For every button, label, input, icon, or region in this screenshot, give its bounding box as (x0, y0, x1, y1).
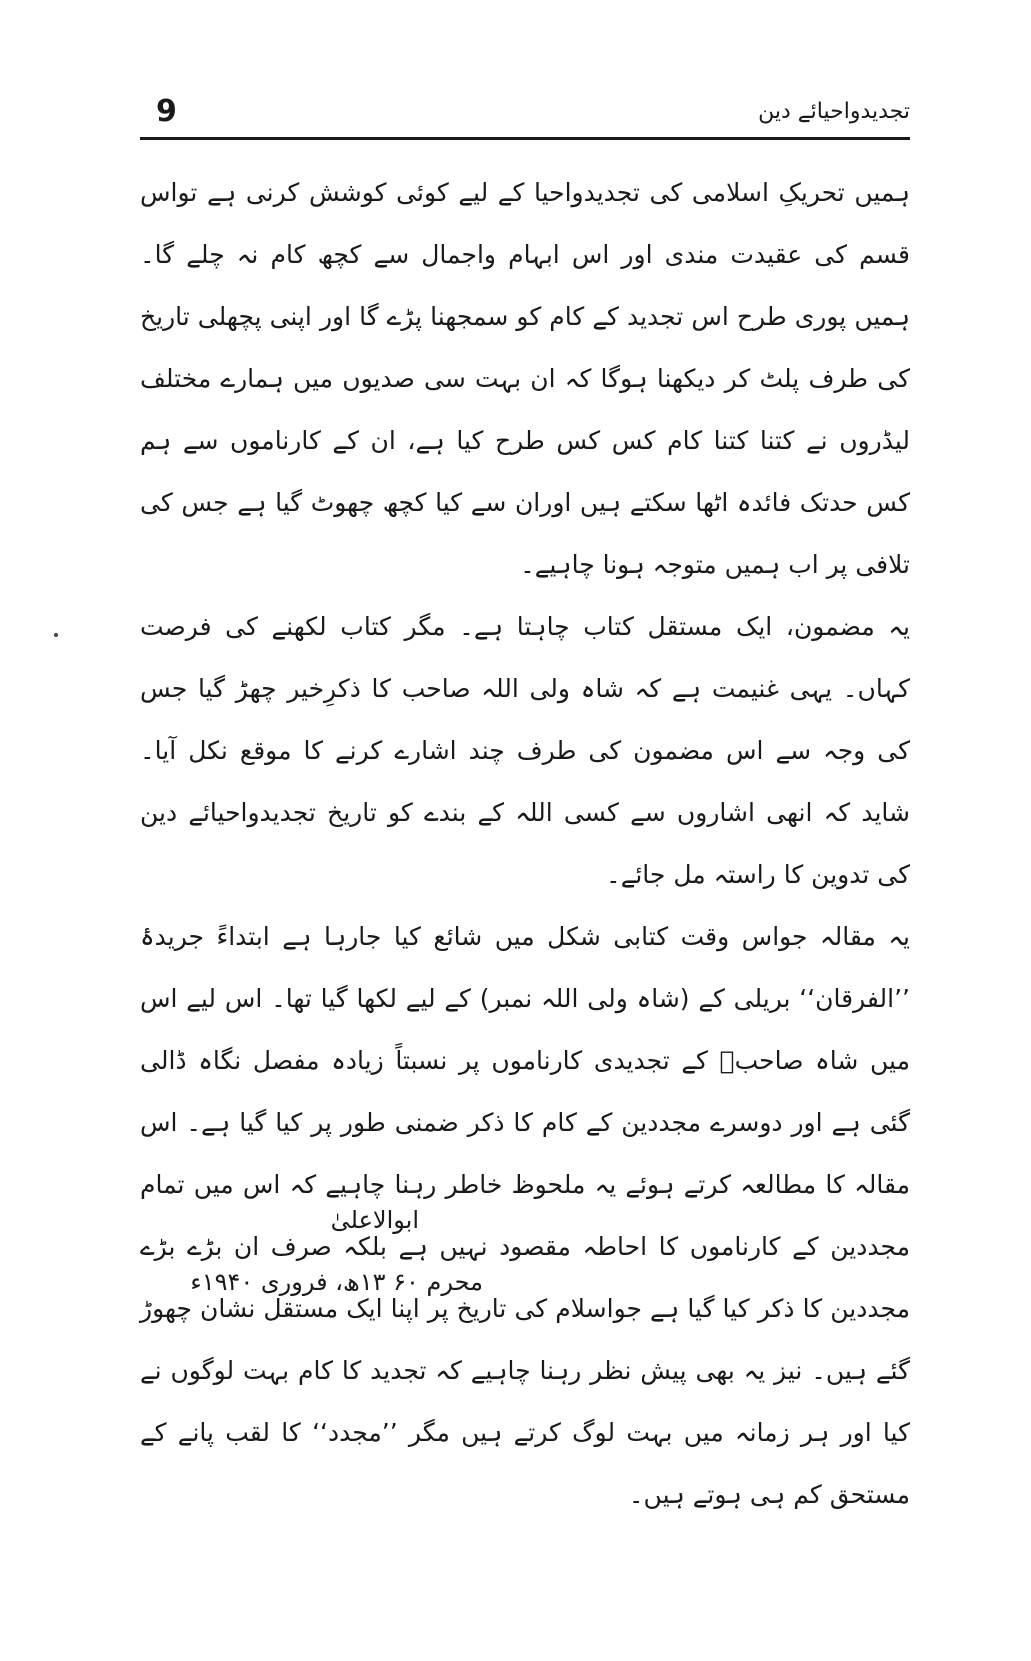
margin-speck (54, 633, 58, 637)
paragraph: یہ مضمون، ایک مستقل کتاب چاہتا ہے۔ مگر کتاب لکھنے کی فرصت کہاں۔ یہی غنیمت ہے کہ شاہ ولی اللہ صاحب کا ذکرِخیر چھڑ گیا جس کی وجہ سے اس مضمون کی طرف چند اشارے کرنے کا موقع نکل آیا۔ شاید کہ انھی اشاروں سے کسی اللہ کے بندے کو تاریخ تجدیدواحیائے دین کی تدوین کا راستہ مل جائے۔ (140, 612, 910, 889)
page-number: 9 (156, 94, 177, 129)
paragraph: یہ مقالہ جواس وقت کتابی شکل میں شائع کیا جارہا ہے ابتداءً جریدۂ ’’الفرقان‘‘ بریلی کے (شاہ ولی اللہ نمبر) کے لیے لکھا گیا تھا۔ اس لیے اس میں شاہ صاحبؒ کے تجدیدی کارناموں پر نسبتاً زیادہ مفصل نگاہ ڈالی گئی ہے اور دوسرے مجددین کے کام کا ذکر ضمنی طور پر کیا گیا ہے۔ اس مقالہ کا مطالعہ کرتے ہوئے یہ ملحوظ خاطر رہنا چاہیے کہ اس میں تمام مجددین کے کارناموں کا احاطہ مقصود نہیں ہے بلکہ صرف ان بڑے بڑے مجددین کا ذکر کیا گیا ہے جواسلام کی تاریخ پر اپنا ایک مستقل نشان چھوڑ گئے ہیں۔ نیز یہ بھی پیش نظر رہنا چاہیے کہ تجدید کا کام بہت لوگوں نے کیا اور ہر زمانہ میں بہت لوگ کرتے ہیں مگر ’’مجدد‘‘ کا لقب پانے کے مستحق کم ہی ہوتے ہیں۔ (140, 922, 910, 1509)
signature-date: محرم ۶۰ ۱۳ھ، فروری ۱۹۴۰ء (190, 1268, 483, 1296)
author-signature: ابوالاعلیٰ (330, 1206, 419, 1234)
header-rule (140, 137, 910, 140)
page-header (140, 92, 910, 136)
paragraph: ہمیں تحریکِ اسلامی کی تجدیدواحیا کے لیے کوئی کوشش کرنی ہے تواس قسم کی عقیدت مندی اور اس ابہام واجمال سے کچھ کام نہ چلے گا۔ ہمیں پوری طرح اس تجدید کے کام کو سمجھنا پڑے گا اور اپنی پچھلی تاریخ کی طرف پلٹ کر دیکھنا ہوگا کہ ان بہت سی صدیوں میں ہمارے مختلف لیڈروں نے کتنا کتنا کام کس کس طرح کیا ہے، ان کے کارناموں سے ہم کس حدتک فائدہ اٹھا سکتے ہیں اوران سے کیا کچھ چھوٹ گیا ہے جس کی تلافی پر اب ہمیں متوجہ ہونا چاہیے۔ (140, 178, 910, 579)
body-text (140, 162, 910, 1526)
running-title: تجدیدواحیائے دین (758, 99, 910, 124)
